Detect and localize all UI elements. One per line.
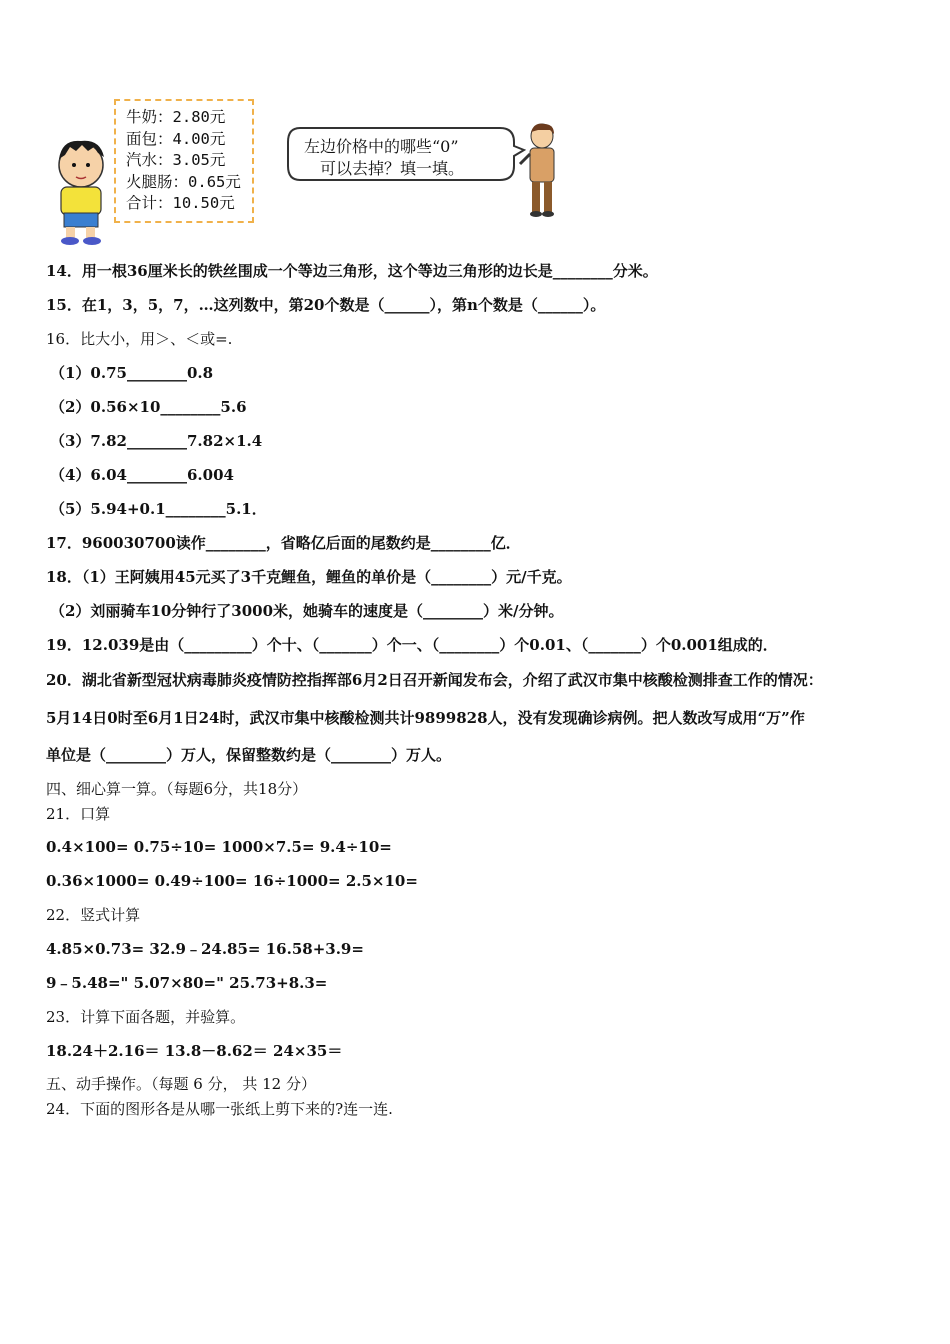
question-21-row1: 0.4×100= 0.75÷10= 1000×7.5= 9.4÷10=	[46, 838, 392, 856]
question-16-2: （2）0.56×10________5.6	[50, 398, 247, 416]
boy-icon	[48, 135, 118, 245]
teacher-icon	[512, 122, 572, 222]
question-18: 18．（1）王阿姨用45元买了3千克鲤鱼，鲤鱼的单价是（________）元/千克。	[46, 568, 572, 586]
question-23: 23．计算下面各题，并验算。	[46, 1008, 246, 1026]
question-22-row2: 9﹣5.48=" 5.07×80=" 25.73+8.3=	[46, 974, 328, 992]
question-20-line2: 5月14日0时至6月1日24时，武汉市集中核酸检测共计9899828人，没有发现确诊病例。把人数改写成用“万”作	[46, 709, 805, 727]
section-4-heading: 四、细心算一算。（每题6分，共18分）	[46, 780, 308, 798]
question-24: 24．下面的图形各是从哪一张纸上剪下来的?连一连.	[46, 1100, 393, 1118]
question-21-row2: 0.36×1000= 0.49÷100= 16÷1000= 2.5×10=	[46, 872, 418, 890]
question-22-row1: 4.85×0.73= 32.9﹣24.85= 16.58+3.9=	[46, 940, 364, 958]
question-23-row1: 18.24＋2.16＝ 13.8－8.62＝ 24×35＝	[46, 1042, 343, 1060]
price-row: 牛奶：2.80元	[126, 108, 226, 126]
question-20: 20．湖北省新型冠状病毒肺炎疫情防控指挥部6月2日召开新闻发布会，介绍了武汉市集中核酸检测排查工作的情况：	[46, 671, 823, 689]
question-16-5: （5）5.94+0.1________5.1．	[50, 500, 267, 518]
question-21: 21．口算	[46, 805, 111, 823]
question-22: 22．竖式计算	[46, 906, 141, 924]
section-5-heading: 五、动手操作。（每题 6 分， 共 12 分）	[46, 1075, 316, 1093]
question-16-3: （3）7.82________7.82×1.4	[50, 432, 263, 450]
question-17: 17．960030700读作________，省略亿后面的尾数约是________亿．	[46, 534, 521, 552]
question-16-1: （1）0.75________0.8	[50, 364, 214, 382]
speech-bubble-text: 左边价格中的哪些“0” 可以去掉？填一填。	[304, 137, 465, 178]
question-14: 14．用一根36厘米长的铁丝围成一个等边三角形，这个等边三角形的边长是________分米。	[46, 262, 658, 280]
question-15: 15．在1，3，5，7，…这列数中，第20个数是（______），第n个数是（______）。	[46, 296, 606, 314]
price-list	[114, 99, 254, 223]
question-20-line3: 单位是（________）万人，保留整数约是（________）万人。	[46, 746, 452, 764]
price-row: 合计：10.50元	[126, 194, 235, 212]
price-row: 面包：4.00元	[126, 129, 226, 148]
question-16: 16．比大小，用＞、＜或=.	[46, 330, 233, 348]
price-row: 汽水：3.05元	[126, 151, 226, 169]
question-19: 19．12.039是由（_________）个十、（_______）个一、（________）个0.01、（_______）个0.001组成的．	[46, 636, 778, 654]
price-row: 火腿肠：0.65元	[126, 172, 241, 191]
question-16-4: （4）6.04________6.004	[50, 466, 234, 484]
question-18-2: （2）刘丽骑车10分钟行了3000米，她骑车的速度是（________）米/分钟。	[50, 602, 564, 620]
